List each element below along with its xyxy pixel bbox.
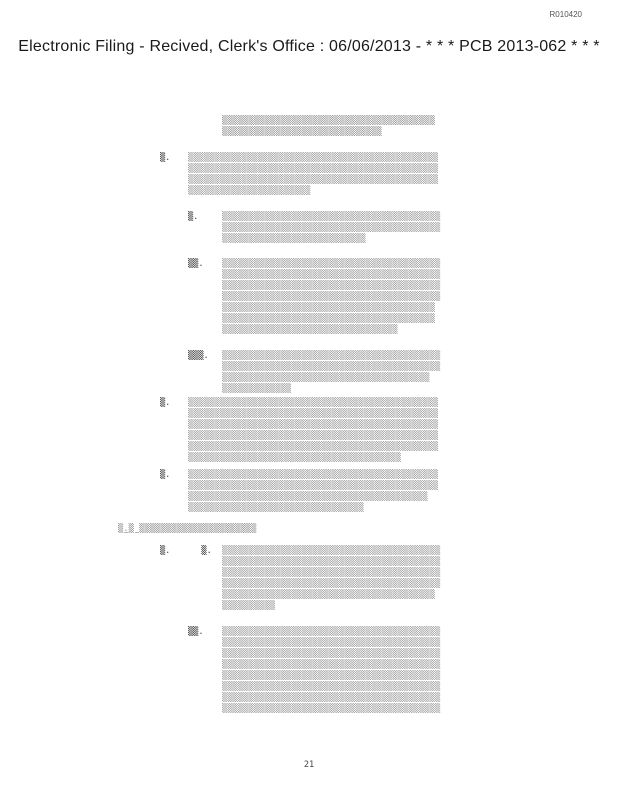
text-line: ▒▒▒▒▒▒▒▒▒▒▒▒▒▒▒▒▒▒▒▒▒▒▒▒▒▒▒▒▒▒▒▒▒▒▒▒▒▒▒▒▒ (222, 638, 441, 648)
text-line: ▒▒▒▒▒▒▒▒▒▒▒▒▒▒▒▒▒▒▒▒▒▒▒▒▒▒▒▒▒▒▒▒▒▒▒▒▒▒▒▒▒▒▒▒▒▒▒ (188, 164, 439, 174)
text-line: ▒▒▒▒▒▒▒▒▒▒▒▒▒▒▒▒▒▒▒▒▒▒▒▒▒▒▒▒▒▒▒▒▒▒▒▒▒▒▒▒▒▒▒▒▒▒▒ (188, 153, 439, 163)
text-line: ▒▒▒▒▒▒▒▒▒▒▒▒▒▒▒▒▒▒▒▒▒▒▒▒▒▒▒▒▒▒▒▒▒▒▒▒▒▒▒▒▒▒▒▒▒ (188, 492, 428, 502)
text-line: ▒▒▒▒▒▒▒▒▒▒▒▒▒▒▒▒▒▒▒▒▒▒▒▒▒▒▒▒▒▒▒▒▒▒▒▒▒▒▒▒▒▒▒▒▒▒▒ (188, 175, 439, 185)
text-line: ▒▒▒▒▒▒▒▒▒▒▒▒▒▒▒▒▒▒▒▒▒▒▒▒▒▒▒▒▒▒▒▒▒▒▒▒▒▒▒▒▒ (222, 281, 441, 291)
filing-stamp: Electronic Filing - Recived, Clerk's Office : 06/06/2013 - * * * PCB 2013-062 * * * (18, 38, 600, 55)
text-line: ▒▒▒▒▒▒▒▒▒▒▒▒▒ (222, 384, 292, 394)
text-line: ▒▒▒▒▒▒▒▒▒▒▒▒▒▒▒▒▒▒▒▒▒▒▒▒▒▒▒▒▒▒▒▒▒▒▒▒▒▒▒▒ (222, 314, 435, 324)
text-line: ▒▒▒▒▒▒▒▒▒▒▒▒▒▒▒▒▒▒▒▒▒▒▒▒▒▒▒▒▒▒▒▒▒▒▒▒▒▒▒▒▒ (222, 627, 441, 637)
text-line: ▒▒▒▒▒▒▒▒▒▒▒▒▒▒▒▒▒▒▒▒▒▒▒▒▒▒▒▒▒▒▒▒▒▒▒▒▒▒▒▒▒ (222, 660, 441, 670)
text-line: ▒▒▒▒▒▒▒▒▒▒▒▒▒▒▒▒▒▒▒▒▒▒▒▒▒▒▒▒▒▒▒▒▒▒▒▒▒▒▒▒▒ (222, 292, 441, 302)
item-marker: ▒. (160, 153, 171, 163)
text-line: ▒▒▒▒▒▒▒▒▒▒▒▒▒▒▒▒▒▒▒▒▒▒▒▒▒▒▒▒▒▒▒▒▒▒▒▒▒▒▒▒▒▒▒▒▒▒▒ (188, 398, 439, 408)
text-line: ▒▒▒▒▒▒▒▒▒▒▒▒▒▒▒▒▒▒▒▒▒▒▒▒▒▒▒▒▒▒▒▒▒▒▒▒▒▒▒▒▒ (222, 649, 441, 659)
text-line: ▒▒▒▒▒▒▒▒▒▒▒▒▒▒▒▒▒▒▒▒▒▒▒▒▒▒▒▒▒▒▒▒▒▒▒▒▒▒▒▒ (222, 116, 435, 126)
item-marker: ▒▒. (188, 627, 204, 637)
text-line: ▒▒▒▒▒▒▒▒▒▒▒▒▒▒▒▒▒▒▒▒▒▒▒▒▒▒▒▒▒▒▒▒▒▒▒▒▒▒▒▒▒ (222, 362, 441, 372)
item-marker: ▒. (160, 398, 171, 408)
text-line: ▒▒▒▒▒▒▒▒▒▒▒▒▒▒▒▒▒▒▒▒▒▒▒▒▒▒▒▒▒▒ (222, 127, 382, 137)
text-line: ▒▒▒▒▒▒▒▒▒▒▒▒▒▒▒▒▒▒▒▒▒▒▒▒▒▒▒▒▒▒▒▒▒▒▒▒▒▒▒▒ (222, 590, 435, 600)
text-line: ▒▒▒▒▒▒▒▒▒▒ (222, 601, 276, 611)
text-line: ▒▒▒▒▒▒▒▒▒▒▒▒▒▒▒▒▒▒▒▒▒▒▒▒▒▒▒▒▒▒▒▒▒▒▒▒▒▒▒▒▒ (222, 546, 441, 556)
text-line: ▒▒▒▒▒▒▒▒▒▒▒▒▒▒▒▒▒▒▒▒▒▒▒▒▒▒▒▒▒▒▒▒▒▒▒▒▒▒▒▒ (222, 303, 435, 313)
text-line: ▒▒▒▒▒▒▒▒▒▒▒▒▒▒▒▒▒▒▒▒▒▒▒▒▒▒▒▒▒▒▒▒▒▒▒▒▒▒▒▒▒ (222, 259, 441, 269)
text-line: ▒▒▒▒▒▒▒▒▒▒▒▒▒▒▒▒▒▒▒▒▒▒▒▒▒▒▒▒▒▒▒▒▒▒▒▒▒▒▒▒▒ (222, 579, 441, 589)
text-line: ▒▒▒▒▒▒▒▒▒▒▒▒▒▒▒▒▒▒▒▒▒▒▒ (188, 186, 311, 196)
section-heading: ▒.▒ ▒▒▒▒▒▒▒▒▒▒▒▒▒▒▒▒▒▒▒▒▒▒ (118, 524, 257, 534)
text-line: ▒▒▒▒▒▒▒▒▒▒▒▒▒▒▒▒▒▒▒▒▒▒▒▒▒▒▒▒▒▒▒▒▒▒▒▒▒▒▒▒▒ (222, 351, 441, 361)
item-marker: ▒▒▒. (188, 351, 209, 361)
text-line: ▒▒▒▒▒▒▒▒▒▒▒▒▒▒▒▒▒▒▒▒▒▒▒▒▒▒▒ (222, 234, 366, 244)
text-line: ▒▒▒▒▒▒▒▒▒▒▒▒▒▒▒▒▒▒▒▒▒▒▒▒▒▒▒▒▒▒▒▒▒▒▒▒▒▒▒▒▒ (222, 270, 441, 280)
text-line: ▒▒▒▒▒▒▒▒▒▒▒▒▒▒▒▒▒▒▒▒▒▒▒▒▒▒▒▒▒▒▒▒▒▒▒▒▒▒▒▒▒▒▒▒▒▒▒ (188, 442, 439, 452)
text-line: ▒▒▒▒▒▒▒▒▒▒▒▒▒▒▒▒▒▒▒▒▒▒▒▒▒▒▒▒▒▒▒▒▒▒▒▒▒▒▒▒ (188, 453, 401, 463)
item-marker: ▒. (188, 212, 199, 222)
page-number: 21 (303, 760, 315, 770)
text-line: ▒▒▒▒▒▒▒▒▒▒▒▒▒▒▒▒▒▒▒▒▒▒▒▒▒▒▒▒▒▒▒▒▒▒▒▒▒▒▒ (222, 373, 430, 383)
text-line: ▒▒▒▒▒▒▒▒▒▒▒▒▒▒▒▒▒▒▒▒▒▒▒▒▒▒▒▒▒▒▒▒▒▒▒▒▒▒▒▒▒▒▒▒▒▒▒ (188, 481, 439, 491)
text-line: ▒▒▒▒▒▒▒▒▒▒▒▒▒▒▒▒▒▒▒▒▒▒▒▒▒▒▒▒▒▒▒▒▒▒▒▒▒▒▒▒▒▒▒▒▒▒▒ (188, 470, 439, 480)
text-line: ▒▒▒▒▒▒▒▒▒▒▒▒▒▒▒▒▒▒▒▒▒▒▒▒▒▒▒▒▒▒▒▒▒▒▒▒▒▒▒▒▒▒▒▒▒▒▒ (188, 420, 439, 430)
text-line: ▒▒▒▒▒▒▒▒▒▒▒▒▒▒▒▒▒▒▒▒▒▒▒▒▒▒▒▒▒▒▒▒▒▒▒▒▒▒▒▒▒ (222, 557, 441, 567)
item-marker: ▒. ▒. (160, 546, 212, 556)
item-marker: ▒▒. (188, 259, 204, 269)
text-line: ▒▒▒▒▒▒▒▒▒▒▒▒▒▒▒▒▒▒▒▒▒▒▒▒▒▒▒▒▒▒▒▒▒▒▒▒▒▒▒▒▒ (222, 671, 441, 681)
text-line: ▒▒▒▒▒▒▒▒▒▒▒▒▒▒▒▒▒▒▒▒▒▒▒▒▒▒▒▒▒▒▒▒▒▒▒▒▒▒▒▒▒▒▒▒▒▒▒ (188, 431, 439, 441)
text-line: ▒▒▒▒▒▒▒▒▒▒▒▒▒▒▒▒▒▒▒▒▒▒▒▒▒▒▒▒▒▒▒▒▒▒▒▒▒▒▒▒▒ (222, 682, 441, 692)
text-line: ▒▒▒▒▒▒▒▒▒▒▒▒▒▒▒▒▒▒▒▒▒▒▒▒▒▒▒▒▒▒▒▒▒▒▒▒▒▒▒▒▒ (222, 693, 441, 703)
text-line: ▒▒▒▒▒▒▒▒▒▒▒▒▒▒▒▒▒▒▒▒▒▒▒▒▒▒▒▒▒▒▒▒▒▒▒▒▒▒▒▒▒ (222, 568, 441, 578)
text-line: ▒▒▒▒▒▒▒▒▒▒▒▒▒▒▒▒▒▒▒▒▒▒▒▒▒▒▒▒▒▒▒▒▒ (222, 325, 398, 335)
document-id: R010420 (549, 10, 582, 19)
text-line: ▒▒▒▒▒▒▒▒▒▒▒▒▒▒▒▒▒▒▒▒▒▒▒▒▒▒▒▒▒▒▒▒▒▒▒▒▒▒▒▒▒ (222, 212, 441, 222)
item-marker: ▒. (160, 470, 171, 480)
text-line: ▒▒▒▒▒▒▒▒▒▒▒▒▒▒▒▒▒▒▒▒▒▒▒▒▒▒▒▒▒▒▒▒▒▒▒▒▒▒▒▒▒ (222, 704, 441, 714)
text-line: ▒▒▒▒▒▒▒▒▒▒▒▒▒▒▒▒▒▒▒▒▒▒▒▒▒▒▒▒▒▒▒▒▒▒▒▒▒▒▒▒▒▒▒▒▒▒▒ (188, 409, 439, 419)
text-line: ▒▒▒▒▒▒▒▒▒▒▒▒▒▒▒▒▒▒▒▒▒▒▒▒▒▒▒▒▒▒▒▒▒ (188, 503, 364, 513)
text-line: ▒▒▒▒▒▒▒▒▒▒▒▒▒▒▒▒▒▒▒▒▒▒▒▒▒▒▒▒▒▒▒▒▒▒▒▒▒▒▒▒▒ (222, 223, 441, 233)
